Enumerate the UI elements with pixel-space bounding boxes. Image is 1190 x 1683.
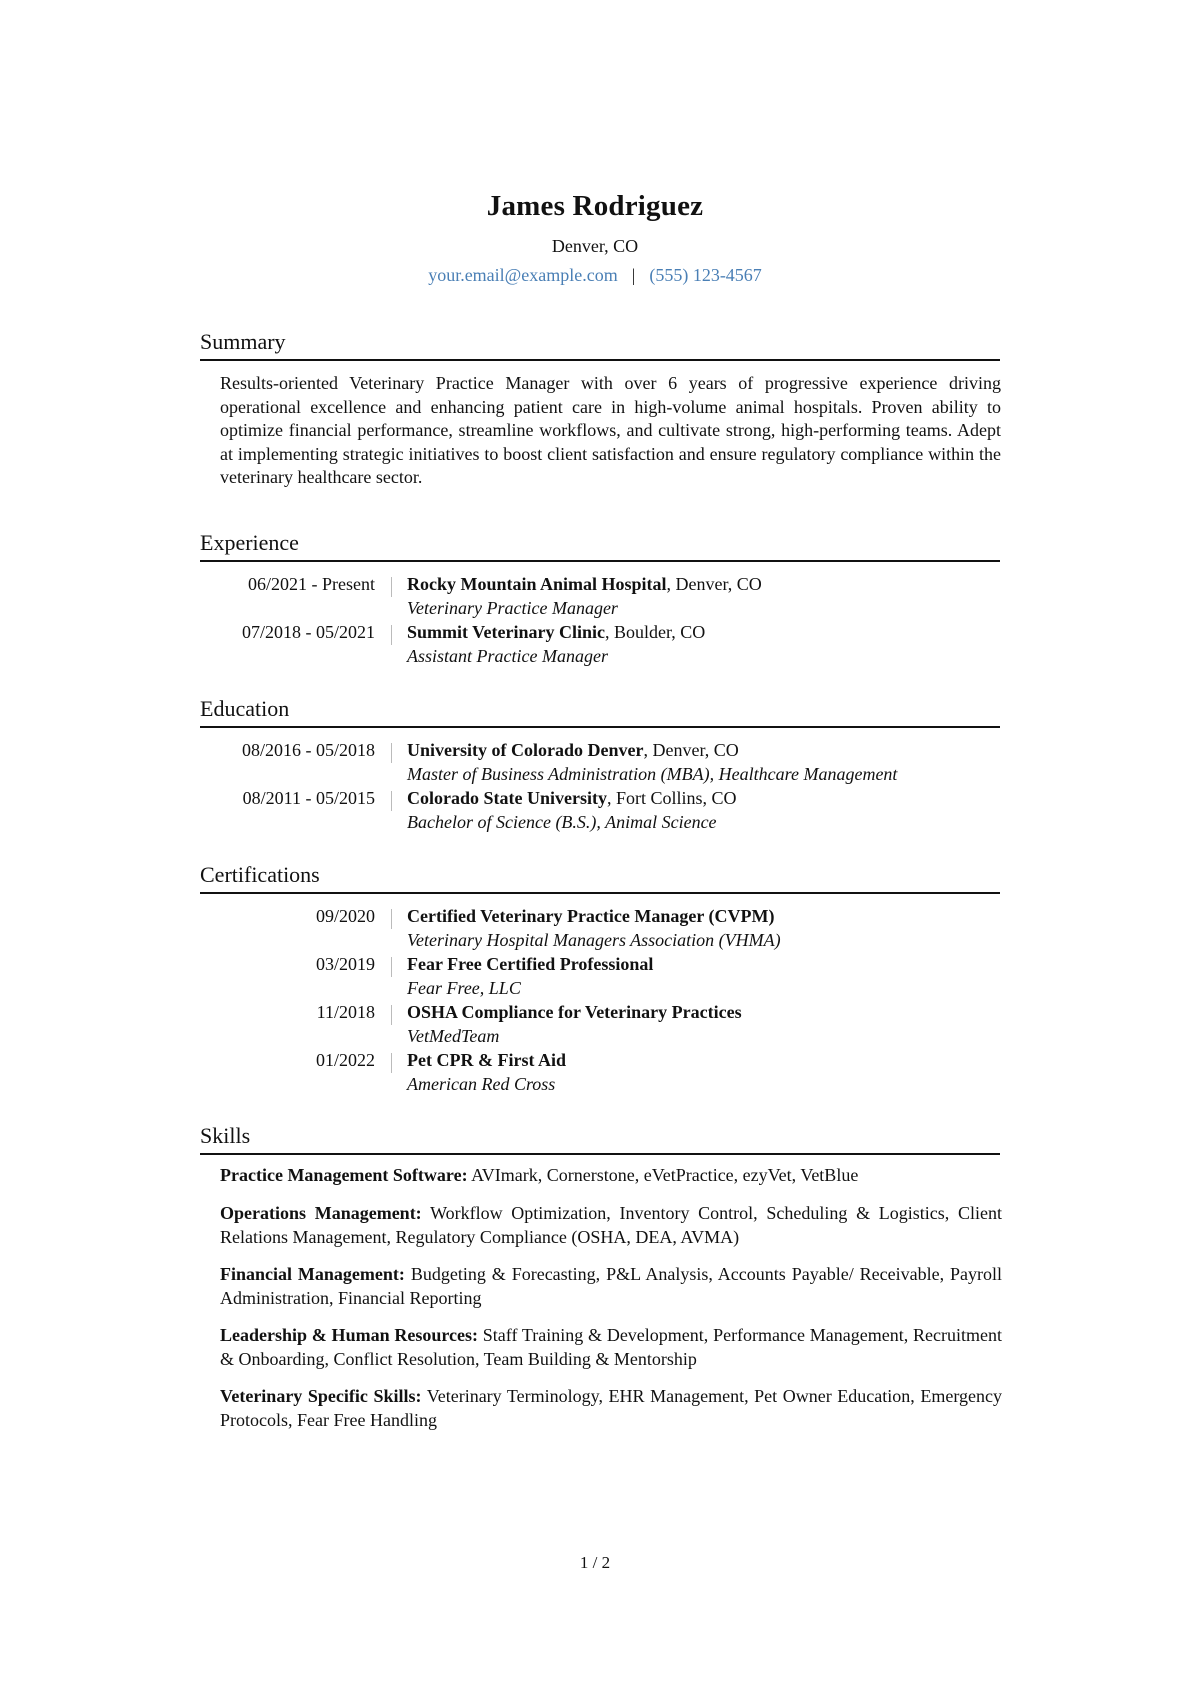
employer-location: , Denver, CO (666, 574, 762, 594)
entry-date: 11/2018 (316, 1002, 375, 1022)
school-location: , Denver, CO (643, 740, 739, 760)
section-divider (200, 1153, 1000, 1155)
entry-title (407, 1001, 742, 1025)
skill-group (220, 1324, 1002, 1371)
entry-divider (391, 743, 392, 763)
skill-group (220, 1385, 1002, 1432)
entry-title (407, 953, 653, 977)
skill-group (220, 1164, 1002, 1188)
entry-title (407, 1049, 566, 1073)
employer-name: Rocky Mountain Animal Hospital (407, 574, 667, 594)
contact-separator: | (631, 265, 636, 285)
skill-label: Operations Management: (220, 1203, 422, 1223)
entry-divider (391, 577, 392, 597)
certification-name: OSHA Compliance for Veterinary Practices (407, 1002, 742, 1022)
section-title: Summary (200, 329, 286, 354)
job-role: Assistant Practice Manager (407, 645, 608, 666)
entry-date: 09/2020 (315, 906, 375, 926)
section-divider (200, 359, 1000, 361)
entry-date: 07/2018 - 05/2021 (242, 622, 375, 642)
skill-label: Practice Management Software: (220, 1165, 468, 1185)
entry-title (407, 621, 705, 645)
certification-issuer: VetMedTeam (407, 1025, 500, 1046)
job-role: Veterinary Practice Manager (407, 597, 618, 618)
summary-section-header (200, 327, 1000, 361)
entry-date: 03/2019 (315, 954, 375, 974)
section-title: Skills (200, 1123, 251, 1148)
entry-title (407, 787, 737, 811)
certifications-section-header (200, 860, 1000, 894)
entry-date: 06/2021 - Present (248, 574, 375, 594)
employer-location: , Boulder, CO (605, 622, 706, 642)
school-name: University of Colorado Denver (407, 740, 644, 760)
entry-divider (391, 1053, 392, 1073)
entry-title (407, 739, 739, 763)
skill-values: Budgeting & Forecasting, P&L Analysis, Accounts Payable/ Receivable, Payroll Administration, Financial Reporting (220, 1264, 1003, 1308)
skill-label: Leadership & Human Resources: (220, 1325, 479, 1345)
school-location: , Fort Collins, CO (606, 788, 737, 808)
skill-values: Staff Training & Development, Performance Management, Recruitment & Onboarding, Conflict Resolution, Team Building & Mentorship (220, 1325, 1003, 1369)
employer-name: Summit Veterinary Clinic (407, 622, 605, 642)
entry-divider (391, 1005, 392, 1025)
certification-issuer: American Red Cross (407, 1073, 556, 1094)
section-divider (200, 726, 1000, 728)
skill-values: Veterinary Terminology, EHR Management, Pet Owner Education, Emergency Protocols, Fear Free Handling (220, 1386, 1002, 1430)
summary-text: Results-oriented Veterinary Practice Manager with over 6 years of progressive experience driving operational excellence and enhancing patient care in high-volume animal hospitals. Proven ability to optimize financial performance, streamline workflows, and cultivate strong, high-performing teams. Adept at implementing strategic initiatives to boost client satisfaction and ensure regulatory compliance within the veterinary healthcare sector. (220, 373, 1001, 487)
skill-group (220, 1263, 1002, 1310)
candidate-location: Denver, CO (551, 236, 639, 256)
skill-group (220, 1202, 1002, 1249)
contact-line (0, 265, 1190, 286)
entry-title (407, 905, 775, 929)
entry-divider (391, 625, 392, 645)
section-divider (200, 892, 1000, 894)
skill-label: Financial Management: (220, 1264, 405, 1284)
section-divider (200, 560, 1000, 562)
section-title: Education (200, 696, 290, 721)
entry-date: 01/2022 (315, 1050, 375, 1070)
section-title: Certifications (200, 862, 320, 887)
certification-issuer: Fear Free, LLC (407, 977, 521, 998)
skill-values: Workflow Optimization, Inventory Control, Scheduling & Logistics, Client Relations Management, Regulatory Compliance (OSHA, DEA, AVMA) (220, 1203, 1002, 1247)
school-name: Colorado State University (407, 788, 607, 808)
education-section-header (200, 694, 1000, 728)
entry-title (407, 573, 762, 597)
experience-section-header (200, 528, 1000, 562)
degree: Bachelor of Science (B.S.), Animal Science (407, 811, 717, 832)
section-title: Experience (200, 530, 299, 555)
skill-values: AVImark, Cornerstone, eVetPractice, ezyVet, VetBlue (467, 1165, 859, 1185)
entry-divider (391, 909, 392, 929)
degree: Master of Business Administration (MBA), Healthcare Management (407, 763, 898, 784)
certification-name: Fear Free Certified Professional (407, 954, 654, 974)
candidate-name: James Rodriguez (486, 190, 704, 222)
entry-date: 08/2016 - 05/2018 (242, 740, 375, 760)
entry-divider (391, 957, 392, 977)
certification-name: Pet CPR & First Aid (407, 1050, 566, 1070)
skills-section-header (200, 1121, 1000, 1155)
entry-date: 08/2011 - 05/2015 (242, 788, 375, 808)
phone-link[interactable]: (555) 123-4567 (649, 265, 762, 285)
certification-name: Certified Veterinary Practice Manager (CVPM) (407, 906, 775, 926)
certification-issuer: Veterinary Hospital Managers Association (VHMA) (407, 929, 781, 950)
skill-label: Veterinary Specific Skills: (220, 1386, 422, 1406)
email-link[interactable]: your.email@example.com (428, 265, 618, 285)
entry-divider (391, 791, 392, 811)
page-number: 1 / 2 (579, 1553, 611, 1572)
